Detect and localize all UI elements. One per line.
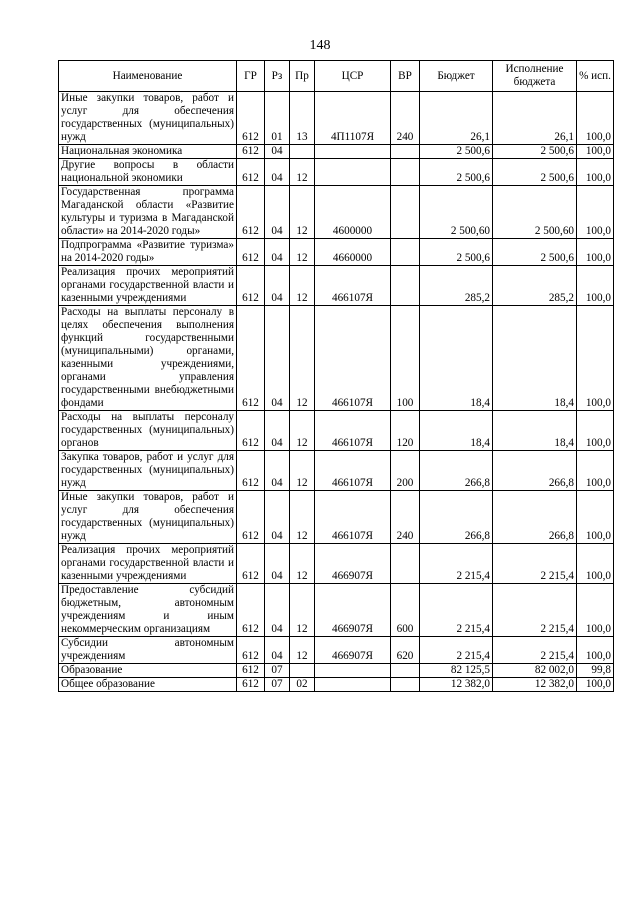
cell-execution: 18,4 (493, 306, 577, 411)
cell-csr: 466907Я (315, 544, 391, 584)
cell-pr (290, 664, 315, 678)
cell-rz: 04 (265, 145, 290, 159)
cell-rz: 04 (265, 306, 290, 411)
cell-gr: 612 (237, 664, 265, 678)
cell-name: Подпрограмма «Развитие туризма» на 2014-2020 годы» (59, 239, 237, 266)
cell-budget: 18,4 (420, 411, 493, 451)
cell-execution: 2 500,6 (493, 159, 577, 186)
table-row (59, 306, 614, 411)
cell-execution: 18,4 (493, 411, 577, 451)
cell-pr: 12 (290, 186, 315, 239)
cell-name: Иные закупки товаров, работ и услуг для обеспечения государственных (муниципальных) нужд (59, 491, 237, 544)
cell-gr: 612 (237, 186, 265, 239)
cell-pr: 12 (290, 584, 315, 637)
cell-vr (391, 544, 420, 584)
cell-execution: 266,8 (493, 451, 577, 491)
cell-csr: 466107Я (315, 491, 391, 544)
header-execution: Исполнение бюджета (493, 61, 577, 92)
cell-percent: 100,0 (577, 678, 614, 692)
cell-pr: 12 (290, 491, 315, 544)
cell-pr: 12 (290, 637, 315, 664)
cell-budget: 2 500,6 (420, 239, 493, 266)
cell-rz: 04 (265, 411, 290, 451)
cell-csr: 4П1107Я (315, 92, 391, 145)
cell-budget: 2 215,4 (420, 637, 493, 664)
cell-percent: 100,0 (577, 306, 614, 411)
table-row (59, 637, 614, 664)
cell-budget: 2 500,60 (420, 186, 493, 239)
header-rz: Рз (265, 61, 290, 92)
cell-budget: 82 125,5 (420, 664, 493, 678)
cell-vr (391, 145, 420, 159)
budget-table (58, 60, 614, 692)
cell-percent: 100,0 (577, 491, 614, 544)
cell-percent: 100,0 (577, 92, 614, 145)
table-row (59, 491, 614, 544)
cell-budget: 18,4 (420, 306, 493, 411)
header-csr: ЦСР (315, 61, 391, 92)
cell-csr (315, 159, 391, 186)
cell-execution: 2 500,60 (493, 186, 577, 239)
cell-gr: 612 (237, 637, 265, 664)
cell-gr: 612 (237, 491, 265, 544)
cell-gr: 612 (237, 306, 265, 411)
cell-budget: 2 500,6 (420, 159, 493, 186)
cell-budget: 26,1 (420, 92, 493, 145)
cell-gr: 612 (237, 678, 265, 692)
cell-budget: 12 382,0 (420, 678, 493, 692)
cell-pr: 12 (290, 451, 315, 491)
cell-csr: 466107Я (315, 266, 391, 306)
cell-gr: 612 (237, 92, 265, 145)
cell-name: Другие вопросы в области национальной экономики (59, 159, 237, 186)
cell-gr: 612 (237, 159, 265, 186)
cell-percent: 100,0 (577, 637, 614, 664)
cell-rz: 04 (265, 159, 290, 186)
cell-name: Расходы на выплаты персоналу в целях обеспечения выполнения функций государственными (муниципальными) органами, казенными учреждениями, органами управления государственными внебюджетными фондами (59, 306, 237, 411)
cell-rz: 07 (265, 678, 290, 692)
cell-percent: 100,0 (577, 451, 614, 491)
cell-gr: 612 (237, 266, 265, 306)
table-row (59, 544, 614, 584)
cell-percent: 100,0 (577, 411, 614, 451)
cell-rz: 04 (265, 266, 290, 306)
cell-name: Расходы на выплаты персоналу государственных (муниципальных) органов (59, 411, 237, 451)
header-pr: Пр (290, 61, 315, 92)
page-number: 148 (309, 38, 331, 53)
header-name: Наименование (59, 61, 237, 92)
cell-rz: 04 (265, 491, 290, 544)
cell-percent: 100,0 (577, 266, 614, 306)
cell-pr: 12 (290, 306, 315, 411)
cell-name: Государственная программа Магаданской области «Развитие культуры и туризма в Магаданской области» на 2014-2020 годы» (59, 186, 237, 239)
cell-gr: 612 (237, 544, 265, 584)
cell-percent: 100,0 (577, 544, 614, 584)
cell-vr (391, 186, 420, 239)
cell-vr (391, 664, 420, 678)
cell-percent: 100,0 (577, 584, 614, 637)
cell-vr (391, 266, 420, 306)
cell-rz: 04 (265, 637, 290, 664)
table-row (59, 186, 614, 239)
cell-execution: 2 215,4 (493, 637, 577, 664)
cell-pr (290, 145, 315, 159)
cell-percent: 100,0 (577, 186, 614, 239)
cell-name: Предоставление субсидий бюджетным, автономным учреждениям и иным некоммерческим организациям (59, 584, 237, 637)
cell-gr: 612 (237, 584, 265, 637)
cell-pr: 12 (290, 239, 315, 266)
cell-rz: 01 (265, 92, 290, 145)
cell-name: Субсидии автономным учреждениям (59, 637, 237, 664)
cell-gr: 612 (237, 451, 265, 491)
cell-rz: 04 (265, 186, 290, 239)
header-vr: ВР (391, 61, 420, 92)
table-row (59, 664, 614, 678)
cell-execution: 2 500,6 (493, 239, 577, 266)
cell-name: Иные закупки товаров, работ и услуг для обеспечения государственных (муниципальных) нужд (59, 92, 237, 145)
cell-vr: 200 (391, 451, 420, 491)
cell-vr: 240 (391, 92, 420, 145)
cell-csr (315, 678, 391, 692)
cell-pr: 13 (290, 92, 315, 145)
table-row (59, 159, 614, 186)
cell-csr: 4600000 (315, 186, 391, 239)
cell-execution: 2 500,6 (493, 145, 577, 159)
cell-execution: 12 382,0 (493, 678, 577, 692)
table-row (59, 266, 614, 306)
cell-budget: 266,8 (420, 451, 493, 491)
table-header (59, 61, 614, 92)
table-row (59, 451, 614, 491)
cell-vr: 120 (391, 411, 420, 451)
table-row (59, 584, 614, 637)
cell-rz: 04 (265, 451, 290, 491)
cell-gr: 612 (237, 145, 265, 159)
cell-rz: 04 (265, 239, 290, 266)
cell-gr: 612 (237, 239, 265, 266)
cell-name: Общее образование (59, 678, 237, 692)
cell-execution: 285,2 (493, 266, 577, 306)
table-row (59, 145, 614, 159)
cell-name: Реализация прочих мероприятий органами государственной власти и казенными учреждениями (59, 266, 237, 306)
cell-csr (315, 145, 391, 159)
cell-pr: 02 (290, 678, 315, 692)
cell-execution: 82 002,0 (493, 664, 577, 678)
cell-pr: 12 (290, 159, 315, 186)
cell-csr: 4660000 (315, 239, 391, 266)
cell-execution: 2 215,4 (493, 544, 577, 584)
header-gr: ГР (237, 61, 265, 92)
table-row (59, 411, 614, 451)
cell-percent: 100,0 (577, 159, 614, 186)
cell-vr (391, 159, 420, 186)
cell-csr (315, 664, 391, 678)
cell-name: Национальная экономика (59, 145, 237, 159)
table-body (59, 92, 614, 692)
table-row (59, 239, 614, 266)
cell-vr: 620 (391, 637, 420, 664)
cell-name: Закупка товаров, работ и услуг для государственных (муниципальных) нужд (59, 451, 237, 491)
table-row (59, 678, 614, 692)
cell-rz: 04 (265, 544, 290, 584)
cell-budget: 2 500,6 (420, 145, 493, 159)
cell-percent: 100,0 (577, 145, 614, 159)
cell-budget: 266,8 (420, 491, 493, 544)
cell-vr: 600 (391, 584, 420, 637)
cell-execution: 266,8 (493, 491, 577, 544)
header-percent: % исп. (577, 61, 614, 92)
cell-vr: 240 (391, 491, 420, 544)
cell-name: Реализация прочих мероприятий органами государственной власти и казенными учреждениями (59, 544, 237, 584)
cell-execution: 26,1 (493, 92, 577, 145)
cell-pr: 12 (290, 411, 315, 451)
cell-csr: 466107Я (315, 451, 391, 491)
cell-csr: 466907Я (315, 584, 391, 637)
cell-pr: 12 (290, 544, 315, 584)
cell-vr: 100 (391, 306, 420, 411)
cell-gr: 612 (237, 411, 265, 451)
cell-percent: 99,8 (577, 664, 614, 678)
cell-execution: 2 215,4 (493, 584, 577, 637)
cell-csr: 466107Я (315, 306, 391, 411)
cell-percent: 100,0 (577, 239, 614, 266)
header-row (59, 61, 614, 92)
table-row (59, 92, 614, 145)
cell-csr: 466907Я (315, 637, 391, 664)
cell-name: Образование (59, 664, 237, 678)
cell-vr (391, 239, 420, 266)
cell-budget: 2 215,4 (420, 584, 493, 637)
cell-vr (391, 678, 420, 692)
cell-budget: 285,2 (420, 266, 493, 306)
cell-rz: 07 (265, 664, 290, 678)
header-budget: Бюджет (420, 61, 493, 92)
cell-budget: 2 215,4 (420, 544, 493, 584)
cell-csr: 466107Я (315, 411, 391, 451)
cell-rz: 04 (265, 584, 290, 637)
cell-pr: 12 (290, 266, 315, 306)
